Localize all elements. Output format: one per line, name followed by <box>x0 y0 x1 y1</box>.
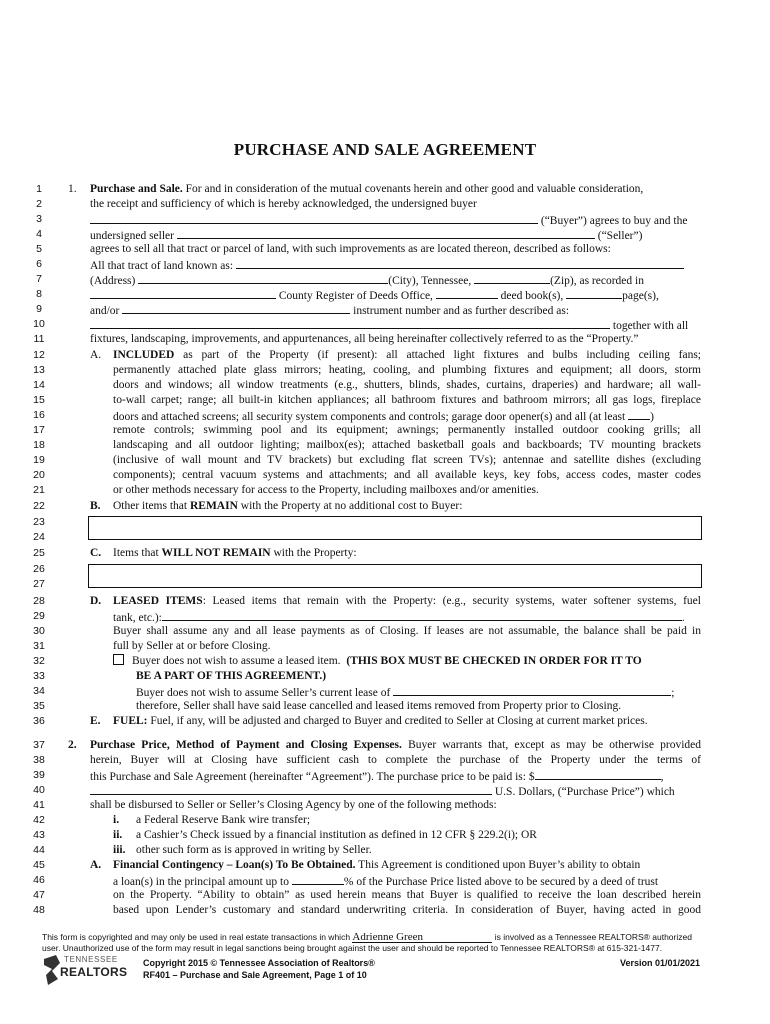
text-line: agrees to sell all that tract or parcel of land, with such improvements as are located thereon, described as follows: <box>90 243 611 255</box>
text-line <box>113 873 658 889</box>
text-span: this Purchase and Sale Agreement (hereinafter “Agreement”). The purchase price to be paid is: $ <box>90 771 535 783</box>
line-number: 38 <box>33 754 45 766</box>
text-span: ) <box>650 411 654 423</box>
text-span: Buyer does not wish to assume Seller’s current lease of <box>136 687 391 699</box>
text-span: WILL NOT REMAIN <box>161 547 271 559</box>
line-number: 8 <box>36 288 42 300</box>
list-marker: iii. <box>113 844 126 856</box>
copyright-line: Copyright 2015 © Tennessee Association of Realtors® <box>143 958 375 968</box>
subsection-heading: LEASED ITEMS <box>113 595 203 607</box>
zip-field[interactable] <box>474 272 550 284</box>
subsection-heading: INCLUDED <box>113 349 175 361</box>
subsection-label: E. <box>90 715 101 727</box>
text-line <box>90 768 663 784</box>
text-span: (“Buyer”) agrees to buy and the <box>540 215 688 227</box>
subsection-label: D. <box>90 595 102 607</box>
line-number: 30 <box>33 625 45 637</box>
seller-name-field[interactable] <box>177 227 595 239</box>
text-line: shall be disbursed to Seller or Seller’s Closing Agency by one of the following methods: <box>90 799 497 811</box>
subsection-heading: FUEL: <box>113 715 148 727</box>
section-heading: Purchase and Sale. <box>90 183 183 195</box>
logo-text-bottom: REALTORS <box>60 965 128 979</box>
text-span: REMAIN <box>189 500 238 512</box>
logo-text-top: TENNESSEE <box>64 955 118 964</box>
section-heading: Purchase Price, Method of Payment and Closing Expenses. <box>90 739 402 751</box>
subsection-label: B. <box>90 500 101 512</box>
list-marker: ii. <box>113 829 123 841</box>
line-number: 36 <box>33 715 45 727</box>
line-number: 48 <box>33 904 45 916</box>
line-number: 1 <box>36 183 42 195</box>
text-span: (Zip), as recorded in <box>550 275 644 287</box>
leased-items-field[interactable] <box>162 609 682 621</box>
line-number: 42 <box>33 814 45 826</box>
instrument-number-field[interactable] <box>122 302 350 314</box>
line-number: 20 <box>33 469 45 481</box>
notice-text: is involved as a Tennessee REALTORS® authorized <box>494 932 692 942</box>
line-number: 35 <box>33 700 45 712</box>
text-line: herein, Buyer will at Closing have sufficient cash to complete the purchase of the Property under the terms of <box>90 754 701 766</box>
notice-text: This form is copyrighted and may only be used in real estate transactions in which <box>42 932 351 942</box>
text-line <box>113 408 654 424</box>
licensee-name: Adrienne Green <box>352 932 492 943</box>
text-span: County Register of Deeds Office, <box>278 290 433 302</box>
line-number: 24 <box>33 531 45 543</box>
line-number: 2 <box>36 198 42 210</box>
text-span: a loan(s) in the principal amount up to <box>113 876 289 888</box>
text-span: undersigned seller <box>90 230 174 242</box>
line-number: 9 <box>36 303 42 315</box>
text-line <box>90 287 659 303</box>
current-lease-field[interactable] <box>393 684 671 696</box>
text-line: the receipt and sufficiency of which is hereby acknowledged, the undersigned buyer <box>90 198 477 210</box>
line-number: 25 <box>33 547 45 559</box>
line-number: 18 <box>33 439 45 451</box>
text-span: page(s), <box>622 290 659 302</box>
line-number: 11 <box>33 333 45 345</box>
line-number: 10 <box>33 318 45 330</box>
text-line <box>90 182 643 196</box>
section-number: 2. <box>68 739 77 751</box>
remote-count-field[interactable] <box>628 408 650 420</box>
line-number: 12 <box>33 349 45 361</box>
text-line <box>90 738 701 752</box>
text-span: doors and attached screens; all security system components and controls; garage door opener(s) and all (at least <box>113 411 626 423</box>
text-span: : Leased items that remain with the Property: (e.g., security systems, water softener systems, fuel <box>202 595 701 607</box>
text-line <box>136 684 674 700</box>
text-line <box>113 499 462 513</box>
line-number: 23 <box>33 516 45 528</box>
line-number: 15 <box>33 394 45 406</box>
text-line: BE A PART OF THIS AGREEMENT.) <box>136 670 327 682</box>
line-number: 17 <box>33 424 45 436</box>
text-line <box>90 272 644 288</box>
purchase-price-words-field[interactable] <box>90 783 492 795</box>
line-number: 21 <box>33 484 45 496</box>
line-number: 46 <box>33 874 45 886</box>
text-span: % of the Purchase Price listed above to be secured by a deed of trust <box>343 876 659 888</box>
text-span: This Agreement is conditioned upon Buyer’s ability to obtain <box>358 859 641 871</box>
line-number: 41 <box>33 799 45 811</box>
text-span: (“Seller”) <box>597 230 643 242</box>
line-number: 47 <box>33 889 45 901</box>
text-line <box>90 783 675 799</box>
document-title: PURCHASE AND SALE AGREEMENT <box>233 140 537 159</box>
text-span: , <box>660 771 664 783</box>
line-number: 19 <box>33 454 45 466</box>
subsection-label: A. <box>90 859 102 871</box>
text-line <box>90 302 569 318</box>
line-number: 33 <box>33 670 45 682</box>
text-span: with the Property: <box>273 547 357 559</box>
line-number: 7 <box>36 273 42 285</box>
text-line: a Federal Reserve Bank wire transfer; <box>136 814 311 826</box>
text-line: full by Seller at or before Closing. <box>113 640 271 652</box>
subsection-label: C. <box>90 547 102 559</box>
line-number: 40 <box>33 784 45 796</box>
text-span: All that tract of land known as: <box>90 260 234 272</box>
text-line: based upon Lender’s customary and standard underwriting criteria. In consideration of Buyer, having acted in good <box>113 904 701 916</box>
text-span: tank, etc.): <box>113 612 162 624</box>
line-number: 26 <box>33 563 45 575</box>
address-field[interactable] <box>138 272 388 284</box>
section-number: 1. <box>68 183 77 195</box>
text-span: ; <box>671 687 675 699</box>
line-number: 32 <box>33 655 45 667</box>
form-id: RF401 – Purchase and Sale Agreement, Page 1 of 10 <box>143 970 367 980</box>
line-number: 6 <box>36 258 42 270</box>
text-line <box>90 227 642 243</box>
line-number: 3 <box>36 213 42 225</box>
list-marker: i. <box>113 814 120 826</box>
text-span: instrument number and as further described as: <box>353 305 570 317</box>
text-span: Buyer warrants that, except as may be otherwise provided <box>408 739 701 751</box>
text-span: as part of the Property (if present): all attached light fixtures and bulbs including ceiling fans; <box>183 349 701 361</box>
text-span: (THIS BOX MUST BE CHECKED IN ORDER FOR IT TO <box>346 655 642 667</box>
text-line <box>113 594 701 608</box>
text-line <box>113 654 642 668</box>
text-line: landscaping and all outdoor lighting; mailbox(es); attached basketball goals and backboards; TV mounting brackets <box>113 439 701 451</box>
line-number: 43 <box>33 829 45 841</box>
text-span: together with all <box>612 320 689 332</box>
line-number: 31 <box>33 640 45 652</box>
line-number: 5 <box>36 243 42 255</box>
text-line: a Cashier’s Check issued by a financial institution as defined in 12 CFR § 229.2(i); OR <box>136 829 537 841</box>
text-span: Buyer does not wish to assume a leased item. <box>132 655 341 667</box>
text-line <box>90 317 688 333</box>
line-number: 14 <box>33 379 45 391</box>
no-assume-lease-checkbox[interactable] <box>113 654 124 665</box>
text-span: Items that <box>113 547 159 559</box>
text-line <box>90 212 687 228</box>
text-line: Buyer shall assume any and all lease payments as of Closing. If leases are not assumable, the balance shall be paid in <box>113 625 701 637</box>
text-line: on the Property. “Ability to obtain” as used herein means that Buyer is qualified to receive the loan described herein <box>113 889 701 901</box>
line-number: 29 <box>33 610 45 622</box>
property-known-as-field[interactable] <box>236 257 684 269</box>
text-line: therefore, Seller shall have said lease cancelled and leased items removed from Property prior to Closing. <box>136 700 622 712</box>
text-line: to-wall carpet; range; all built-in kitchen appliances; all bathroom fixtures and bathroom mirrors; all gas logs, fireplace <box>113 394 701 406</box>
text-span: and/or <box>90 305 120 317</box>
line-number: 34 <box>33 685 45 697</box>
line-number: 16 <box>33 409 45 421</box>
line-number: 45 <box>33 859 45 871</box>
text-line: fixtures, landscaping, improvements, and appurtenances, all being hereinafter collectively referred to as the “Property.” <box>90 333 639 345</box>
text-line <box>90 257 684 273</box>
line-number: 27 <box>33 578 45 590</box>
line-number: 39 <box>33 769 45 781</box>
text-line: doors and windows; all window treatments (e.g., shutters, blinds, shades, curtains, draperies) and hardware; all wall- <box>113 379 701 391</box>
copyright-notice-line2: user. Unauthorized use of the form may result in legal sanctions being brought against the user and should be reported to Tennessee REALTORS® at 615-321-1477. <box>42 943 663 953</box>
text-span: For and in consideration of the mutual covenants herein and other good and valuable consideration, <box>185 183 644 195</box>
text-line <box>113 858 640 872</box>
text-span: with the Property at no additional cost to Buyer: <box>240 500 463 512</box>
text-line <box>113 348 701 362</box>
subsection-heading: Financial Contingency – Loan(s) To Be Obtained. <box>113 859 356 871</box>
line-number: 37 <box>33 739 45 751</box>
text-line: components); central vacuum systems and attachments; and all available keys, key fobs, access codes, master codes <box>113 469 701 481</box>
text-line: permanently attached plate glass mirrors; heating, cooling, and plumbing fixtures and equipment; all doors, storm <box>113 364 701 376</box>
text-line: remote controls; swimming pool and its equipment; awnings; permanently installed outdoor cooking grills; all <box>113 424 701 436</box>
text-line: other such form as is approved in writing by Seller. <box>136 844 372 856</box>
text-line: (inclusive of wall mount and TV brackets) but excluding flat screen TVs); antennae and satellite dishes (excluding <box>113 454 701 466</box>
line-number: 44 <box>33 844 45 856</box>
non-remaining-items-field[interactable] <box>88 564 702 588</box>
line-number: 4 <box>36 228 42 240</box>
text-span: deed book(s), <box>500 290 564 302</box>
deed-book-field[interactable] <box>436 287 498 299</box>
version-label: Version 01/01/2021 <box>620 958 701 968</box>
text-line <box>113 546 357 560</box>
text-span: Other items that <box>113 500 188 512</box>
line-number: 13 <box>33 364 45 376</box>
text-span: U.S. Dollars, (“Purchase Price”) which <box>494 786 675 798</box>
line-number: 28 <box>33 595 45 607</box>
buyer-name-field[interactable] <box>90 212 538 224</box>
text-line: or other methods necessary for access to the Property, including mailboxes and/or amenities. <box>113 484 539 496</box>
text-span: (City), Tennessee, <box>388 275 472 287</box>
text-span: Fuel, if any, will be adjusted and charged to Buyer and credited to Seller at Closing at current market prices. <box>150 715 648 727</box>
page-field[interactable] <box>566 287 622 299</box>
purchase-price-amount-field[interactable] <box>535 768 661 780</box>
copyright-notice <box>42 932 692 943</box>
loan-percent-field[interactable] <box>292 873 344 885</box>
text-line: tank, etc.): . <box>113 609 685 625</box>
county-field[interactable] <box>90 287 276 299</box>
text-line <box>113 714 648 728</box>
text-span: (Address) <box>90 275 136 287</box>
further-description-field[interactable] <box>90 317 610 329</box>
remaining-items-field[interactable] <box>88 516 702 540</box>
line-number: 22 <box>33 500 45 512</box>
subsection-label: A. <box>90 349 102 361</box>
